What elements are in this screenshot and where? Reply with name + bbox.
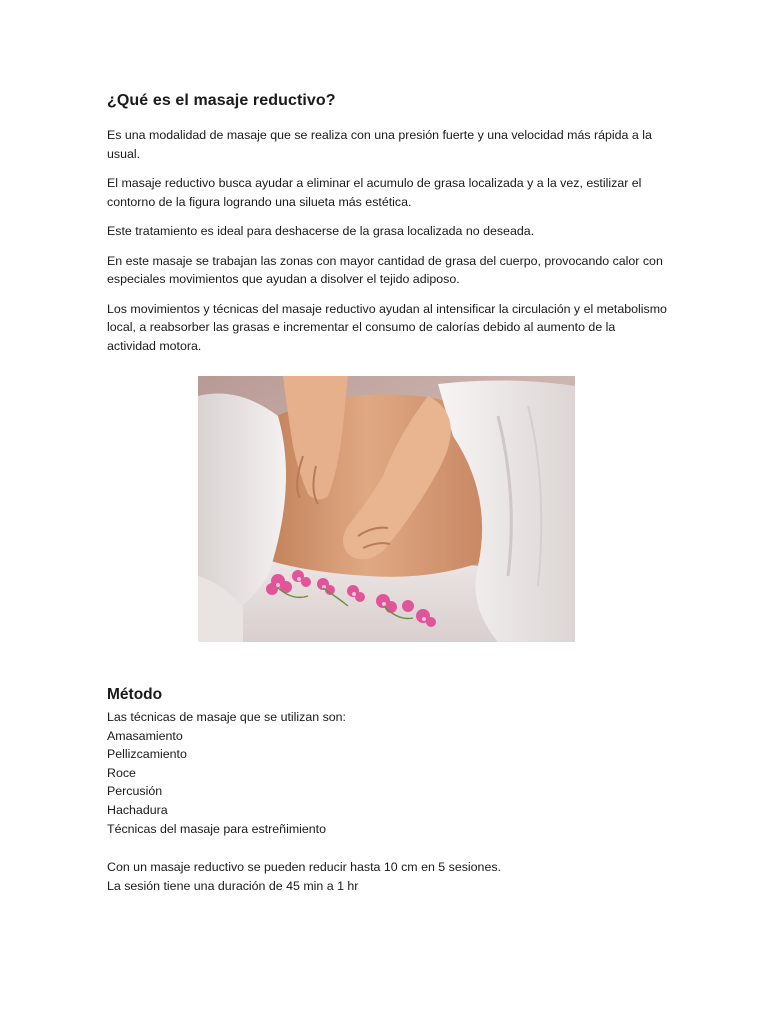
list-item: Percusión [107, 784, 163, 799]
section-title: ¿Qué es el masaje reductivo? [107, 92, 336, 109]
list-item: Técnicas del masaje para estreñimiento [107, 821, 327, 836]
method-title: Método [107, 686, 163, 703]
techniques-intro: Las técnicas de masaje que se utilizan son: [107, 710, 347, 724]
paragraph: Este tratamiento es ideal para deshacerse de la grasa localizada no deseada. [107, 224, 535, 238]
closing-line: La sesión tiene una duración de 45 min a 1 hr [107, 878, 359, 893]
list-item: Hachadura [107, 802, 168, 817]
list-item: Amasamiento [107, 728, 183, 743]
paragraph: El masaje reductivo busca ayudar a eliminar el acumulo de grasa localizada y a la vez, estilizar el contorno de la figura logrando una silueta más estética. [107, 176, 642, 209]
closing-line: Con un masaje reductivo se pueden reducir hasta 10 cm en 5 sesiones. [107, 860, 501, 874]
paragraph: Los movimientos y técnicas del masaje reductivo ayudan al intensificar la circulación y el metabolismo local, a reabsorber las grasas e incrementar el consumo de calorías debido al aumento de la actividad motora. [107, 301, 667, 353]
techniques-list [107, 708, 667, 838]
list-item: Roce [107, 765, 136, 780]
paragraph: Es una modalidad de masaje que se realiza con una presión fuerte y una velocidad más rápida a la usual. [107, 128, 652, 161]
closing-notes [107, 858, 667, 895]
massage-photo [198, 376, 575, 642]
list-item: Pellizcamiento [107, 747, 187, 762]
paragraph: En este masaje se trabajan las zonas con mayor cantidad de grasa del cuerpo, provocando calor con especiales movimientos que ayudan a disolver el tejido adiposo. [107, 253, 663, 286]
article-body [107, 126, 667, 366]
